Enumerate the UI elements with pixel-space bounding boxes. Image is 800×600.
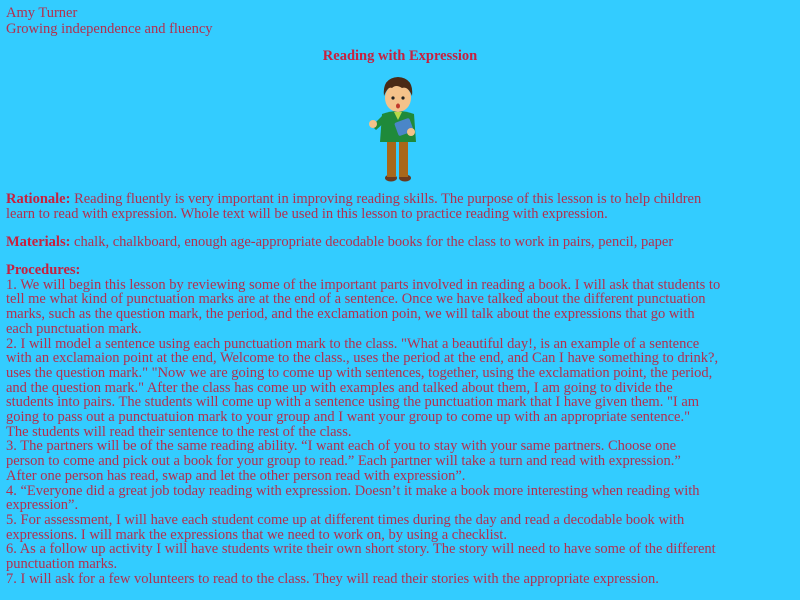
procedure-line: with an exclamaion point at the end, Welcome to the class., uses the period at the end, and Can I have something to drink?, [6,350,719,367]
procedure-line: tell me what kind of punctuation marks are at the end of a sentence. Once we have talked about the different punctuation [6,291,706,308]
procedure-line: The students will read their sentence to the rest of the class. [6,423,352,440]
procedure-line: uses the question mark." "Now we are going to come up with sentences, together, using the exclamation point, the period, [6,364,713,381]
procedure-line: students into pairs. The students will come up with a sentence using the punctuation mark that I have given them. "I am [6,394,700,411]
rationale-section [6,192,796,221]
boy-holding-book-illustration [368,74,432,182]
procedures-section [6,263,796,586]
procedure-line: expression”. [6,497,79,514]
procedure-line: 6. As a follow up activity I will have students write their own short story. The story will need to have some of the different [6,541,716,558]
author-name: Amy Turner [6,5,78,21]
materials-label: Materials: [6,234,71,250]
procedure-line: 5. For assessment, I will have each student come up at different times during the day and read a decodable book with [6,511,685,528]
procedure-line: going to pass out a punctuatuion mark to your group and I want your group to come up with an appropriate sentence." [6,409,691,426]
procedure-line: 2. I will model a sentence using each punctuation mark to the class. "What a beautiful day!, is an example of a sentence [6,335,700,352]
rationale-line: Reading fluently is very important in improving reading skills. The purpose of this lesson is to help children [74,191,702,207]
procedure-line: each punctuation mark. [6,320,142,337]
procedure-line: 3. The partners will be of the same reading ability. “I want each of you to stay with your same partners. Choose one [6,438,677,455]
rationale-label: Rationale: [6,191,71,207]
materials-section [6,235,796,250]
procedures-label: Procedures: [6,262,81,278]
procedure-line: punctuation marks. [6,556,118,573]
procedure-line: expressions. I will mark the expressions that we need to work on, by using a checklist. [6,526,507,543]
page-title: Reading with Expression [322,48,478,64]
procedure-line: person to come and pick out a book for your group to read.” Each partner will take a turn and read with expression.” [6,453,681,470]
rationale-line: learn to read with expression. Whole text will be used in this lesson to practice reading with expression. [6,205,608,222]
procedure-line: and the question mark." After the class has come up with examples and talked about them, I am going to divide the [6,379,673,396]
materials-text: chalk, chalkboard, enough age-appropriate decodable books for the class to work in pairs, pencil, paper [74,234,674,250]
procedure-line: After one person has read, swap and let the other person read with expression”. [6,467,466,484]
procedure-line: 4. “Everyone did a great job today reading with expression. Doesn’t it make a book more interesting when reading with [6,482,700,499]
header [6,6,796,36]
procedure-line: marks, such as the question mark, the period, and the exclamation poin, we will talk about the expressions that go with [6,306,695,323]
procedure-line: 7. I will ask for a few volunteers to read to the class. They will read their stories with the appropriate expression. [6,570,659,587]
procedures-list [6,278,796,587]
procedure-line: 1. We will begin this lesson by reviewing some of the important parts involved in reading a book. I will ask that students to [6,276,721,293]
lesson-subtitle: Growing independence and fluency [6,20,213,37]
